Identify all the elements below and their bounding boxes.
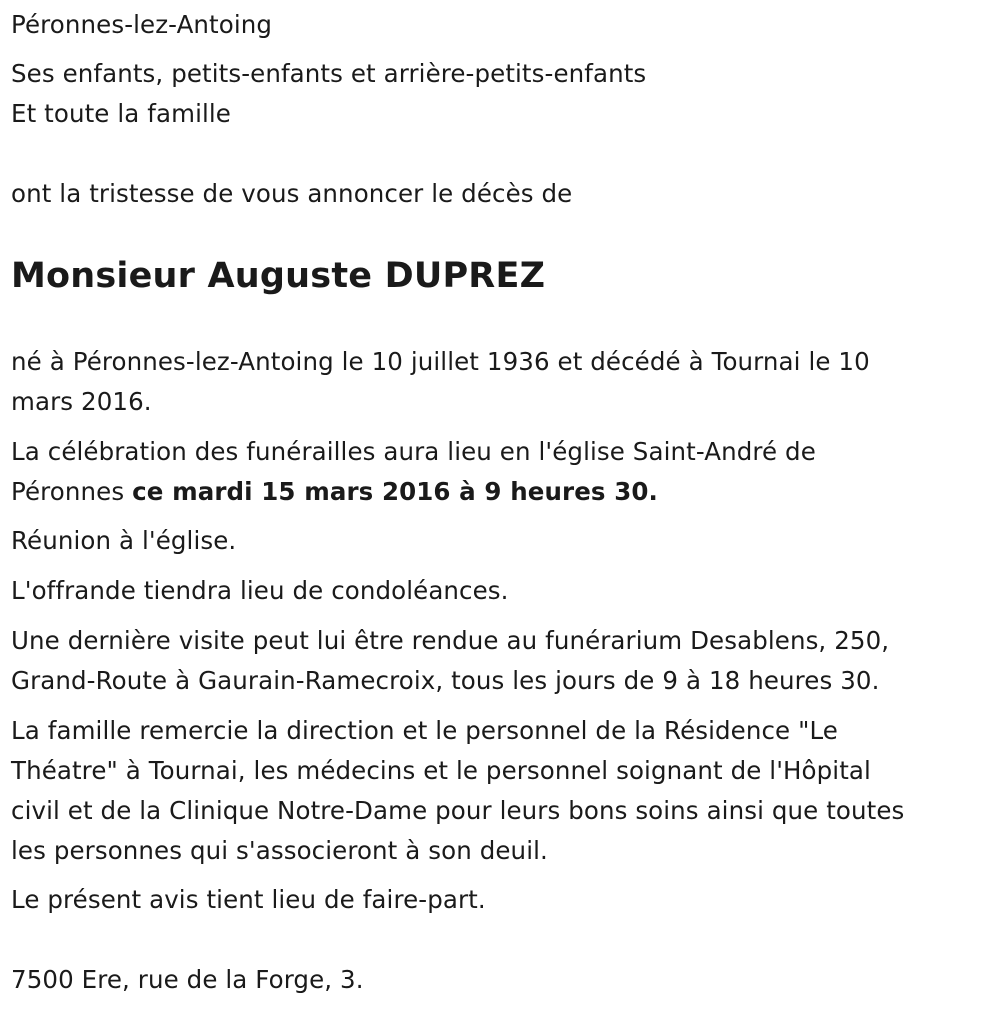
family-line-2: Et toute la famille	[11, 99, 231, 128]
visit-line-1: Une dernière visite peut lui être rendue au funérarium Desablens, 250,	[11, 626, 890, 655]
thanks-line-1: La famille remercie la direction et le personnel de la Résidence "Le	[11, 716, 838, 745]
deceased-name: Monsieur Auguste DUPREZ	[11, 256, 546, 296]
visit-line-2: Grand-Route à Gaurain-Ramecroix, tous les jours de 9 à 18 heures 30.	[11, 666, 880, 695]
closing-text: Le présent avis tient lieu de faire-part.	[11, 885, 486, 914]
thanks-line-2: Théatre" à Tournai, les médecins et le personnel soignant de l'Hôpital	[11, 756, 871, 785]
birth-death-line-2: mars 2016.	[11, 387, 152, 416]
funeral-place: Péronnes	[11, 477, 133, 506]
funeral-line-1: La célébration des funérailles aura lieu en l'église Saint-André de	[11, 437, 816, 466]
thanks-line-3: civil et de la Clinique Notre-Dame pour leurs bons soins ainsi que toutes	[11, 796, 905, 825]
announcement-text: ont la tristesse de vous annoncer le décès de	[11, 179, 573, 208]
offering-text: L'offrande tiendra lieu de condoléances.	[11, 576, 509, 605]
funeral-datetime: ce mardi 15 mars 2016 à 9 heures 30.	[132, 477, 658, 506]
funeral-line-2	[11, 472, 658, 512]
birth-death-line-1: né à Péronnes-lez-Antoing le 10 juillet 1936 et décédé à Tournai le 10	[11, 347, 870, 376]
notice-location: Péronnes-lez-Antoing	[11, 10, 273, 39]
address-text: 7500 Ere, rue de la Forge, 3.	[11, 965, 364, 994]
thanks-line-4: les personnes qui s'associeront à son deuil.	[11, 836, 548, 865]
family-line-1: Ses enfants, petits-enfants et arrière-petits-enfants	[11, 59, 647, 88]
meeting-text: Réunion à l'église.	[11, 526, 237, 555]
